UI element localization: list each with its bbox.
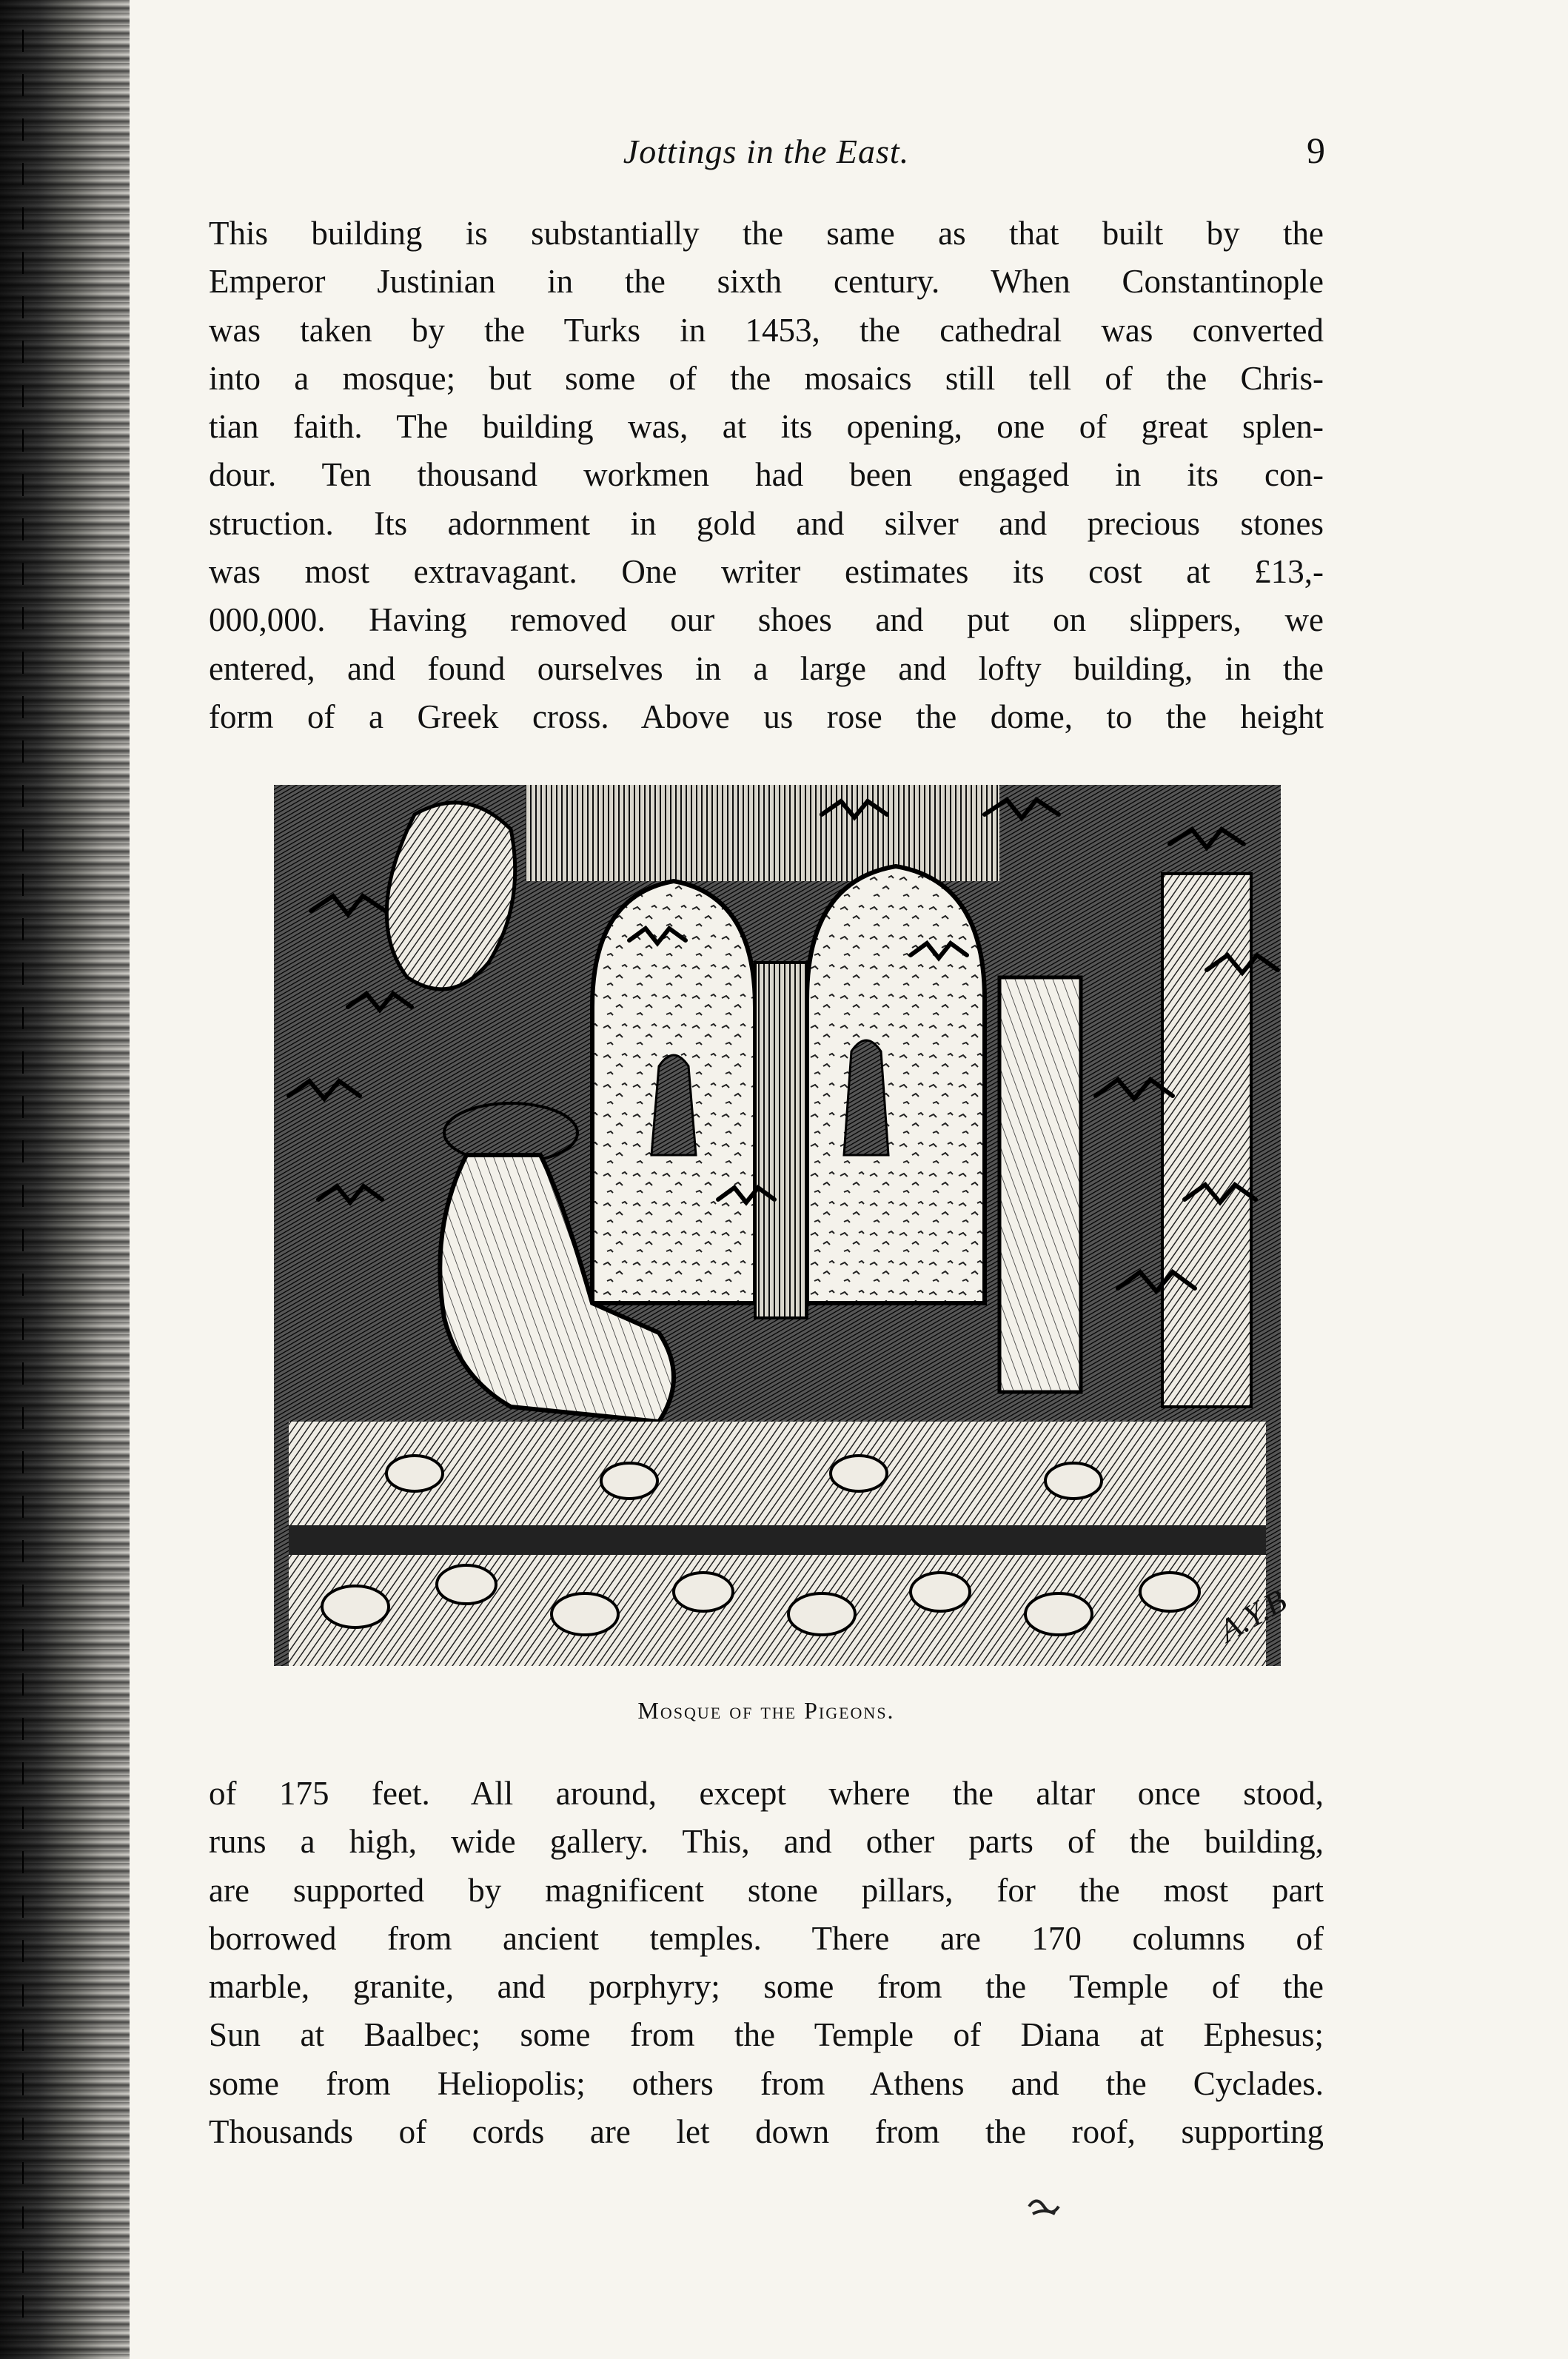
body-text-bottom <box>209 1770 1324 2156</box>
text-line: 000,000. Having removed our shoes and put on slippers, we <box>209 601 1324 639</box>
text-line: This building is substantially the same as that built by the <box>209 215 1324 252</box>
text-line: some from Heliopolis; others from Athens and the Cyclades. <box>209 2064 1324 2102</box>
body-text-top <box>209 210 1324 741</box>
text-line: Emperor Justinian in the sixth century. When Constantinople <box>209 263 1324 301</box>
text-line: are supported by magnificent stone pillars, for the most part <box>209 1871 1324 1909</box>
engraving-mosque-of-the-pigeons <box>244 785 1303 1666</box>
text-line: borrowed from ancient temples. There are 170 columns of <box>209 1919 1324 1957</box>
text-line: struction. Its adornment in gold and silver and precious stones <box>209 504 1324 542</box>
text-line: entered, and found ourselves in a large and lofty building, in the <box>209 649 1324 687</box>
running-head <box>207 132 1325 184</box>
text-line: Sun at Baalbec; some from the Temple of Diana at Ephesus; <box>209 2016 1324 2054</box>
figure-caption: Mosque of the Pigeons. <box>637 1697 895 1724</box>
text-line: runs a high, wide gallery. This, and other parts of the building, <box>209 1823 1324 1861</box>
right-arch <box>807 866 985 1303</box>
binding-shadow-line <box>22 30 24 2325</box>
running-title: Jottings in the East. <box>623 133 910 170</box>
printer-ornament <box>1022 2192 1066 2221</box>
text-line: into a mosque; but some of the mosaics still tell of the Chris- <box>209 359 1324 397</box>
text-line: was most extravagant. One writer estimates its cost at £13,- <box>209 553 1324 591</box>
text-line: tian faith. The building was, at its opening, one of great splen- <box>209 408 1324 446</box>
right-column <box>999 977 1081 1392</box>
text-line: Thousands of cords are let down from the roof, supporting <box>209 2113 1324 2151</box>
text-line: of 175 feet. All around, except where the altar once stood, <box>209 1775 1324 1812</box>
engraver-signature: A.Y.B <box>1213 1582 1293 1650</box>
center-column <box>755 963 807 1318</box>
text-line: dour. Ten thousand workmen had been engaged in its con- <box>209 456 1324 494</box>
text-line: form of a Greek cross. Above us rose the dome, to the height <box>209 697 1324 735</box>
text-line: was taken by the Turks in 1453, the cathedral was converted <box>209 311 1324 349</box>
page-number: 9 <box>1307 130 1325 171</box>
book-binding-edge <box>0 0 130 2359</box>
text-line: marble, granite, and porphyry; some from the Temple of the <box>209 1968 1324 2006</box>
